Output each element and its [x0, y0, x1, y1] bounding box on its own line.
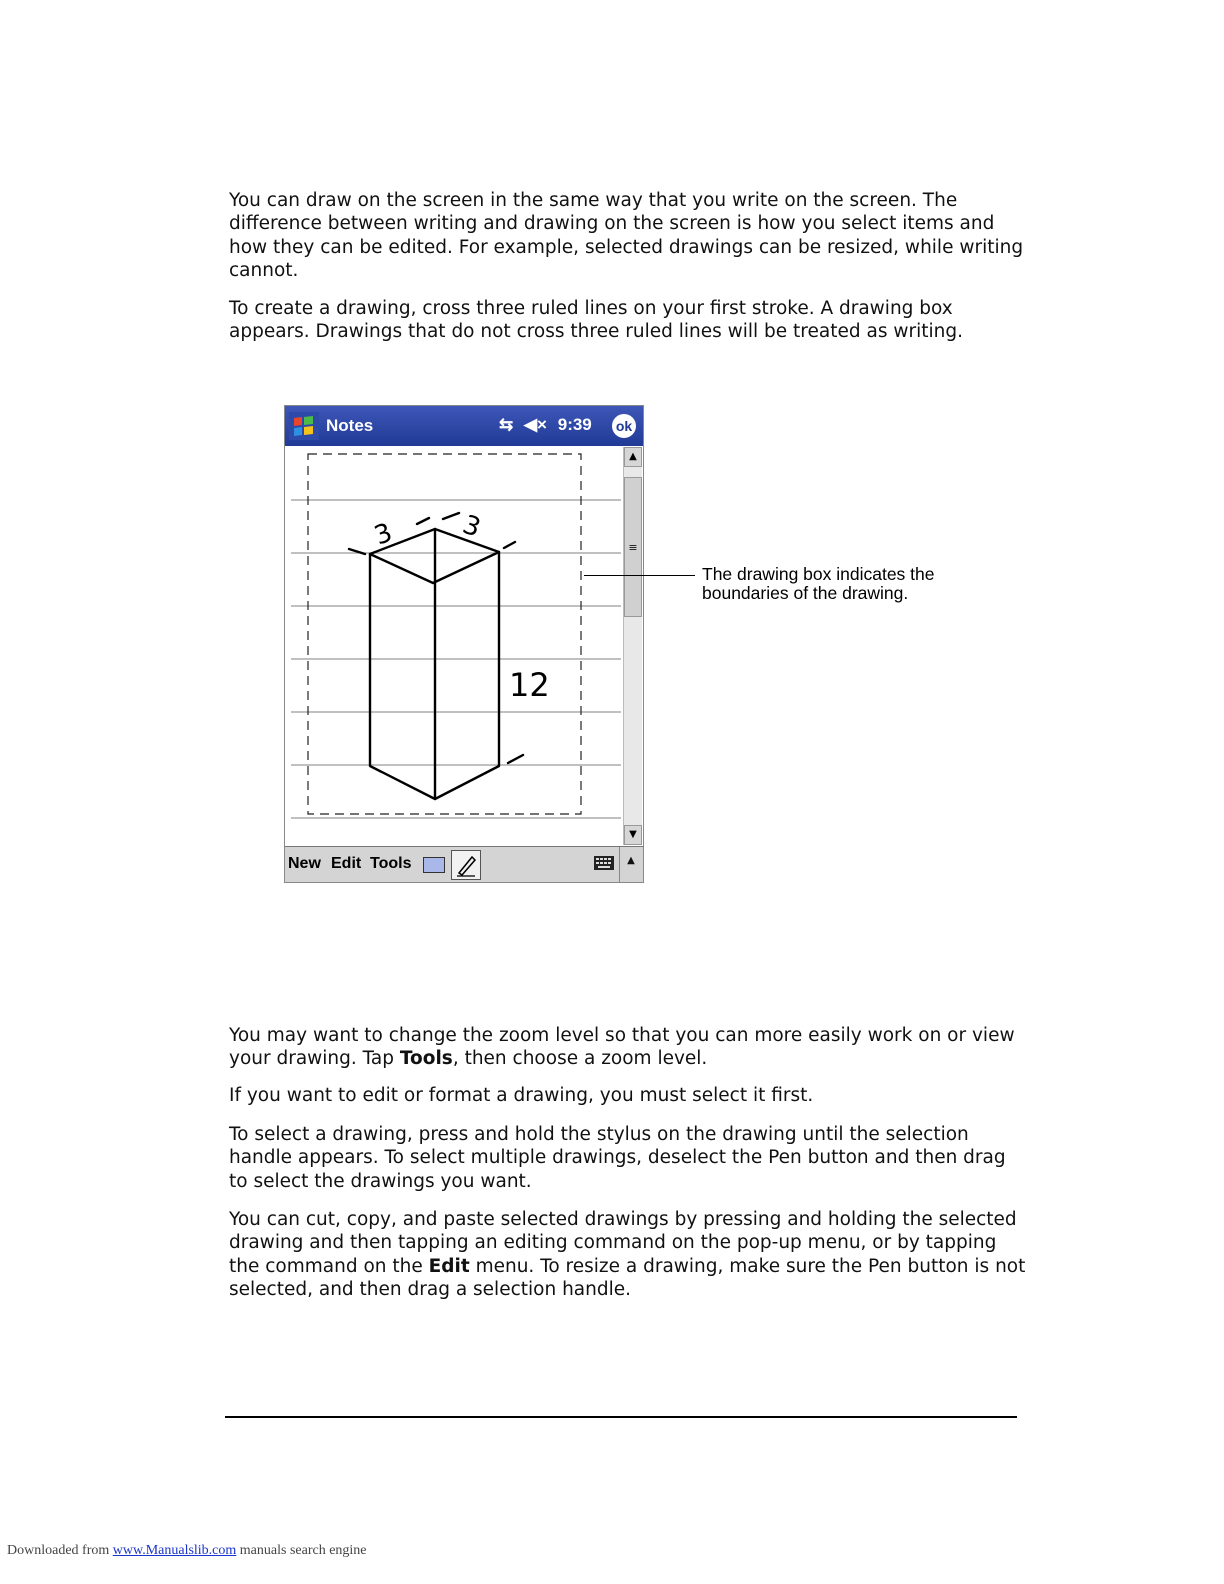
- keyboard-icon[interactable]: [593, 854, 615, 872]
- menu-edit[interactable]: Edit: [331, 855, 362, 872]
- edit-text-start: You can cut, copy, and paste selected drawings by pressing and holding the selected drawing and then tapping an editing command on the pop-up menu, or by tapping the command on the: [229, 1209, 1017, 1277]
- edit-keyword: Edit: [428, 1255, 470, 1277]
- title-bar: [285, 406, 643, 446]
- download-prefix: Downloaded from: [7, 1543, 113, 1558]
- input-selector-arrow-icon[interactable]: ▲: [619, 847, 642, 883]
- scroll-down-arrow-icon[interactable]: ▼: [624, 825, 642, 845]
- drawing-box: [308, 454, 581, 814]
- callout-leader-line: [584, 575, 695, 576]
- footer-rule: [225, 1416, 1017, 1418]
- zoom-level-paragraph: [229, 1024, 1029, 1071]
- drawing-box-callout: [702, 565, 1002, 603]
- windows-start-icon[interactable]: [289, 412, 319, 440]
- callout-line-1: The drawing box indicates the: [702, 564, 935, 584]
- pen-button-icon[interactable]: [451, 850, 481, 880]
- download-footer: [7, 1543, 367, 1559]
- select-first-paragraph: If you want to edit or format a drawing, you must select it first.: [229, 1085, 814, 1106]
- callout-line-2: boundaries of the drawing.: [702, 583, 909, 603]
- connectivity-icon[interactable]: ⇆: [499, 415, 514, 434]
- vertical-scrollbar[interactable]: [623, 447, 642, 845]
- intro-paragraph: You can draw on the screen in the same way that you write on the screen. The difference between writing and drawing on the screen is how you select items and how they can be edited. For example, selected drawings can be resized, while writing cannot.: [229, 190, 1024, 281]
- cut-copy-paste-paragraph: [229, 1208, 1029, 1301]
- notes-canvas[interactable]: [285, 446, 621, 846]
- ruled-lines: [291, 500, 621, 818]
- zoom-text-end: , then choose a zoom level.: [452, 1048, 708, 1070]
- pocketpc-notes-screenshot: [284, 405, 644, 883]
- status-area: [499, 415, 598, 435]
- scroll-up-arrow-icon[interactable]: ▲: [624, 447, 642, 467]
- create-drawing-paragraph: To create a drawing, cross three ruled lines on your first stroke. A drawing box appears. Drawings that do not cross three ruled lines will be treated as writing.: [229, 298, 963, 343]
- edit-text-end: menu. To resize a drawing, make sure the Pen button is not selected, and then drag a selection handle.: [229, 1255, 1026, 1300]
- ok-button[interactable]: ok: [612, 414, 636, 438]
- width-dimension-left: 3: [370, 517, 397, 552]
- width-dimension-right: 3: [458, 509, 485, 544]
- volume-mute-icon[interactable]: ◀×: [523, 415, 547, 434]
- menu-new[interactable]: New: [288, 855, 321, 872]
- zoom-text-start: You may want to change the zoom level so that you can more easily work on or view your drawing. Tap: [229, 1025, 1015, 1070]
- height-dimension: 12: [509, 666, 550, 704]
- clock-time[interactable]: 9:39: [557, 415, 592, 434]
- app-title: Notes: [326, 416, 374, 435]
- select-drawing-paragraph: To select a drawing, press and hold the stylus on the drawing until the selection handle appears. To select multiple drawings, deselect the Pen button and then drag to select the drawings you want.: [229, 1124, 1006, 1192]
- manualslib-link[interactable]: www.Manualslib.com: [112, 1543, 237, 1558]
- tools-keyword: Tools: [399, 1048, 453, 1070]
- download-suffix: manuals search engine: [236, 1543, 367, 1558]
- prism-sketch: [349, 513, 523, 799]
- menu-bar: [285, 846, 643, 883]
- menu-tools[interactable]: Tools: [370, 855, 412, 872]
- recording-toolbar-icon[interactable]: [423, 857, 445, 873]
- scroll-thumb[interactable]: ≡: [624, 477, 642, 617]
